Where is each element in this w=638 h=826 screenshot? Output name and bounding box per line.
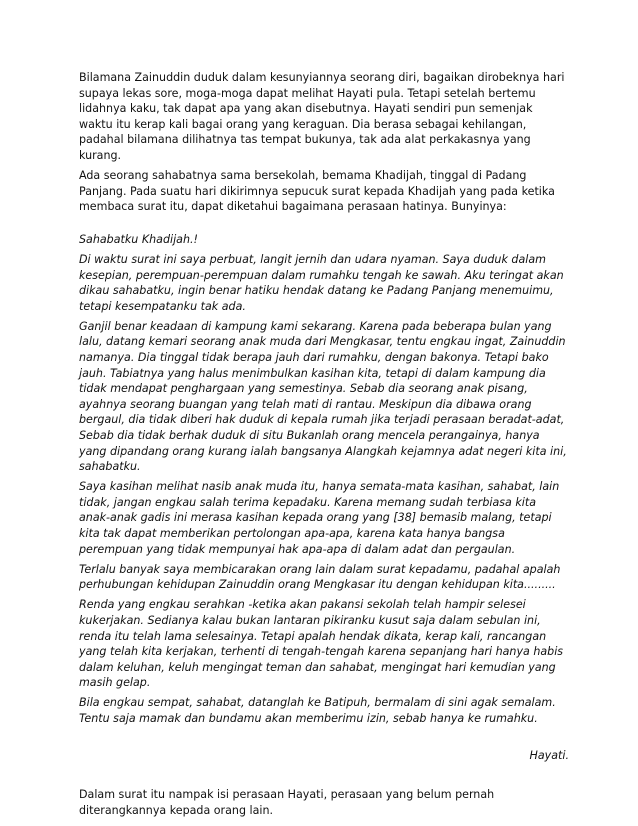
letter-paragraph: Renda yang engkau serahkan -ketika akan pakansi sekolah telah hampir selesei kukerjakan. Sedianya kalau bukan lantaran pikiranku kusut saja dalam sebulan ini, renda itu telah lama selesainya. Tetapi apalah hendak dikata, kerap kali, rancangan yang telah kita kerjakan, terhenti di tengah-tengah karena sepanjang hari hanya habis dalam keluhan, keluh mengingat teman dan sahabat, mengingat hari kemudian yang masih gelap. [79,598,564,690]
letter-paragraph: Terlalu banyak saya membicarakan orang lain dalam surat kepadamu, padahal apalah perhubungan kehidupan Zainuddin orang Mengkasar itu dengan kehidupan kita......... [79,562,561,592]
letter-paragraph: Ganjil benar keadaan di kampung kami sekarang. Karena pada beberapa bulan yang lalu, datang kemari seorang anak muda dari Mengkasar, tentu engkau ingat, Zainuddin namanya. Dia tinggal tidak berapa jauh dari rumahku, dengan bakonya. Tetapi bako jauh. Tabiatnya yang halus menimbulkan kasihan kita, tetapi di dalam kampung dia tidak mendapat penghargaan yang semestinya. Sebab dia seorang anak pisang, ayahnya seorang buangan yang telah mati di rantau. Meskipun dia dibawa orang bergaul, dia tidak diberi hak duduk di kepala rumah jika terjadi perasaan beradat-adat, Sebab dia tidak berhak duduk di situ Bukanlah orang mencela perangainya, hanya yang dipandang orang kurang ialah bangsanya Alangkah kejamnya adat negeri kita ini, sahabatku. [79,319,567,474]
letter-paragraph: Bila engkau sempat, sahabat, datanglah ke Batipuh, bermalam di sini agak semalam. Tentu saja mamak dan bundamu akan memberimu izin, sebab hanya ke rumahku. [79,696,556,726]
intro-paragraph: Ada seorang sahabatnya sama bersekolah, bemama Khadijah, tinggal di Padang Panjang. Pada suatu hari dikirimnya sepucuk surat kepada Khadijah yang pada ketika membaca surat itu, dapat diketahui bagaimana perasaan hatinya. Bunyinya: [79,169,555,214]
outro-paragraph: Dalam surat itu nampak isi perasaan Hayati, perasaan yang belum pernah diterangkannya kepada orang lain. [79,788,495,817]
letter [79,232,569,763]
letter-greeting: Sahabatku Khadijah.! [79,232,198,246]
letter-signature: Hayati. [529,748,569,762]
intro-paragraph: Bilamana Zainuddin duduk dalam kesunyiannya seorang diri, bagaikan dirobeknya hari supaya lekas sore, moga-moga dapat melihat Hayati pula. Tetapi setelah bertemu lidahnya kaku, tak dapat apa yang akan disebutnya. Hayati sendiri pun semenjak waktu itu kerap kali bagai orang yang keraguan. Dia berasa sebagai kehilangan, padahal bilamana dilihatnya tas tempat bukunya, tak ada alat perkakasnya yang kurang. [79,71,565,162]
letter-paragraph: Saya kasihan melihat nasib anak muda itu, hanya semata-mata kasihan, sahabat, lain tidak, jangan engkau salah terima kepadaku. Karena memang sudah terbiasa kita anak-anak gadis ini merasa kasihan kepada orang yang [38] bemasib malang, tetapi kita tak dapat memberikan pertolongan apa-apa, karena kata hanya bangsa perempuan yang tidak mempunyai hak apa-apa di dalam adat dan pergaulan. [79,480,560,556]
letter-paragraph: Di waktu surat ini saya perbuat, langit jernih dan udara nyaman. Saya duduk dalam kesepian, perempuan-perempuan dalam rumahku tengah ke sawah. Aku teringat akan dikau sahabatku, ingin benar hatiku hendak datang ke Padang Panjang menemuimu, tetapi kesempatanku tak ada. [79,252,564,313]
document-body [79,70,569,823]
